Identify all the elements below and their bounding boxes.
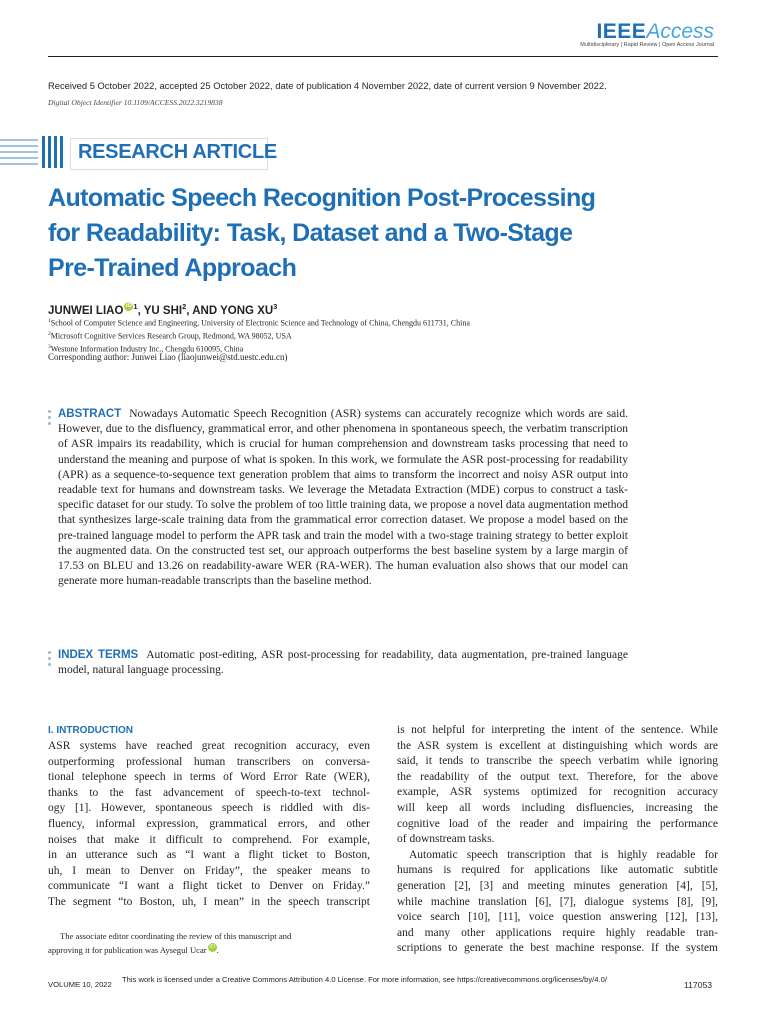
text-line: voice search [10], [11], voice question answering [12], [13], (397, 911, 718, 924)
author-name: , AND YONG XU (186, 304, 274, 317)
affiliation-sup: 3 (48, 344, 51, 351)
logo-ieee: IEEE (596, 20, 647, 43)
orcid-icon[interactable]: iD (209, 944, 216, 950)
paper-title (48, 181, 648, 286)
author-name: , YU SHI (137, 304, 183, 317)
text-line: communicate “I want a flight ticket to Denver on Friday.” (48, 880, 370, 893)
index-dots-icon (48, 651, 52, 669)
text-line: scriptions to generate the best machine response. If the system (397, 942, 718, 955)
abstract-dots-icon (48, 410, 52, 428)
journal-logo (580, 20, 714, 48)
affiliation (48, 316, 470, 329)
affiliation-text: Microsoft Cognitive Services Research Group, Redmond, WA 98052, USA (50, 331, 292, 341)
page-number: 117053 (684, 980, 713, 990)
abstract-heading: ABSTRACT (58, 408, 122, 420)
text-line: and many other applications require highly readable tran- (397, 926, 718, 939)
footer-volume: VOLUME 10, 2022 (48, 980, 112, 989)
index-terms (58, 648, 628, 679)
text-line: in an utterance such as “I want a flight ticket to Boston, (48, 849, 370, 862)
title-line: for Readability: Task, Dataset and a Two-Stage (48, 219, 573, 247)
text-line: The segment “to Boston, uh, I mean” in the speech transcript (48, 895, 370, 908)
left-column (48, 739, 370, 911)
text-line: noises that make it difficult to comprehend. For example, (48, 833, 370, 846)
text-line: example, ASR systems optimized for recognition accuracy (397, 786, 718, 799)
text-line: humans is required for applications like automatic subtitle (397, 864, 718, 877)
text-line: outperforming professional human transcribers on conversa- (48, 755, 370, 768)
logo-access: Access (646, 20, 714, 43)
orcid-icon[interactable]: iD (125, 303, 132, 309)
doi: Digital Object Identifier 10.1109/ACCESS.2022.3219838 (48, 98, 223, 107)
section-heading: I. INTRODUCTION (48, 725, 133, 736)
footnote-line: approving it for publication was Aysegul Ucar iD . (48, 944, 219, 955)
text-line: fluency, informal expression, grammatical errors, and other (48, 817, 370, 830)
logo-tagline: Multidisciplinary | Rapid Review | Open Access Journal (580, 42, 714, 48)
text-line: ASR systems have reached great recognition accuracy, even (48, 740, 370, 752)
affiliation-sup: 2 (48, 331, 51, 338)
index-terms-text: Automatic post-editing, ASR post-processing for readability, data augmentation, pre-trained language model, natural language processing. (58, 649, 629, 677)
text-line: said, it tends to transcribe the speech verbatim while ignoring (397, 755, 718, 768)
footer-license[interactable]: This work is licensed under a Creative Commons Attribution 4.0 License. For more information, see https://creativecommons.org/licenses/by/4.0/ (122, 975, 607, 984)
received-dates: Received 5 October 2022, accepted 25 October 2022, date of publication 4 November 2022, date of current version 9 November 2022. (48, 80, 607, 91)
text-line: cognitive load of the reader and impairing the performance (397, 817, 718, 830)
author-sup: 3 (273, 302, 278, 311)
author-sup: 2 (182, 302, 187, 311)
text-line: uh, I mean to Denver on Friday”, the speaker means to (48, 864, 370, 877)
abstract (58, 407, 628, 589)
text-line: the readability of the output text. Therefore, for the above (397, 770, 718, 783)
footnote (48, 929, 370, 957)
corresponding-author: Corresponding author: Junwei Liao (liaojunwei@std.uestc.edu.cn) (48, 352, 288, 362)
text-line: of downstream tasks. (397, 833, 495, 846)
abstract-text: Nowadays Automatic Speech Recognition (ASR) systems can accurately recognize which words are said. However, due to the disfluency, grammatical error, and other phenomena in spontaneous speech, the verbatim transcription of ASR impairs its readability, which is crucial for human comprehension and downstream tasks processing that need to understand the meaning and purpose of what is spoken. In this work, we formulate the ASR post-processing for readability (APR) as a sequence-to-sequence text generation problem that aims to transform the incorrect and noisy ASR output into readable text for humans and downstream tasks. We leverage the Metadata Extraction (MDE) corpus to construct a task-specific dataset for our study. To solve the problem of too little training data, we propose a novel data augmentation method that synthesizes large-scale training data from the grammatical error correction dataset. We propose a model based on the pre-trained language model to perform the APR task and train the model with a two-stage training strategy to better exploit the augmented data. On the constructed test set, our approach outperforms the best baseline system by a large margin of 17.53 on BLEU and 13.26 on readability-aware WER (RA-WER). The human evaluation also shows that our model can generate more human-readable transcripts than the baseline method. (58, 408, 628, 588)
author-name: JUNWEI LIAO (48, 304, 124, 317)
text-line: the ASR system is excellent at distinguishing which words are (397, 739, 718, 752)
author-sup: 1 (133, 302, 138, 311)
text-line: is not helpful for interpreting the intent of the sentence. While (397, 724, 718, 736)
affiliation (48, 329, 470, 342)
header-divider (48, 56, 718, 57)
text-line: ogy [1]. However, spontaneous speech is riddled with dis- (48, 802, 370, 815)
affiliation-text: Westone Information Industry Inc., Chengdu 610095, China (50, 344, 244, 354)
text-line: will keep all words including disfluencies, increasing the (397, 801, 718, 814)
text-line: tional telephone speech in terms of Word Error Rate (WER), (48, 771, 370, 784)
affiliations (48, 316, 470, 355)
affiliation-sup: 1 (48, 318, 51, 324)
title-line: Pre-Trained Approach (48, 254, 297, 282)
text-line: generation [2], [3] and meeting minutes generation [4], [5], (397, 879, 718, 892)
footnote-line: The associate editor coordinating the review of this manuscript and (60, 931, 292, 941)
footnote-text: approving it for publication was Aysegul Ucar (48, 945, 207, 955)
text-line: thanks to the fast advancement of speech-to-text technol- (48, 786, 370, 799)
text-line: Automatic speech transcription that is highly readable for (409, 848, 718, 861)
affiliation-text: School of Computer Science and Engineering, University of Electronic Science and Technology of China, Chengdu 611731, China (50, 318, 470, 328)
title-line: Automatic Speech Recognition Post-Processing (48, 184, 596, 212)
text-line: while machine translation [6], [7], dialogue systems [8], [9], (397, 895, 718, 908)
banner-stripes-icon (0, 136, 68, 168)
author-list (48, 302, 277, 317)
index-terms-heading: INDEX TERMS (58, 649, 139, 661)
article-type: RESEARCH ARTICLE (78, 141, 277, 163)
right-column (397, 723, 718, 957)
